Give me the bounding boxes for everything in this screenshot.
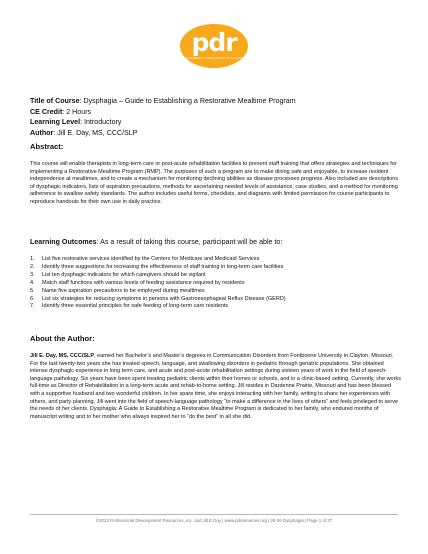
page-footer: ©2013 Professional Development Resources, Inc. and Jill E Day | www.pdresources.org | 20-26 Dysphagia | Page 1 of 37 bbox=[95, 518, 333, 523]
list-item-number: 7. bbox=[30, 303, 35, 310]
learning-level-line bbox=[30, 117, 410, 128]
ce-credit-value: : 2 Hours bbox=[62, 107, 92, 116]
learning-level-label: Learning Level bbox=[30, 118, 81, 127]
abstract-heading: Abstract: bbox=[30, 142, 64, 151]
about-author-heading-text: About the Author bbox=[30, 334, 93, 343]
course-title-value: : Dysphagia – Guide to Establishing a Restorative Mealtime Program bbox=[79, 97, 296, 105]
list-item bbox=[30, 256, 402, 264]
about-author-heading-colon: : bbox=[92, 334, 95, 343]
list-item bbox=[30, 303, 402, 311]
list-item-number: 2. bbox=[30, 263, 35, 270]
abstract-text: This course will enable therapists in long-term care or post-acute rehabilitation facilities to present staff training that offers strategies and techniques for implementing a Restorative Mealtime Program (RMP). The purposes of such a program are to make dining safe and enjoyable, to increase resident independence at mealtimes, and to create a mechanism for monitoring declining abilities as disease processes progress. Also included are descriptions of dysphagic indicators, lists of aspiration precautions, methods for ascertaining needed levels of assistance, case studies, and a method for monitoring adherence to swallow safety standards. The author includes useful forms, checklists, and diagrams with limited permission for course participants to reproduce handouts for their own use in daily practice. bbox=[30, 161, 399, 205]
list-item-text: Name five aspiration precautions to be employed during mealtimes bbox=[42, 287, 205, 294]
pdr-logo bbox=[180, 24, 248, 74]
author-bio bbox=[30, 353, 402, 421]
learning-outcomes-heading-bold: Learning Outcomes bbox=[30, 238, 97, 246]
list-item-number: 1. bbox=[30, 256, 35, 262]
learning-outcomes-heading bbox=[30, 238, 282, 246]
author-label: Author bbox=[30, 128, 54, 137]
list-item bbox=[30, 296, 402, 304]
list-item-number: 6. bbox=[30, 295, 35, 302]
learning-outcomes-heading-rest: : As a result of taking this course, participant will be able to: bbox=[96, 238, 283, 246]
list-item-text: Match staff functions with various levels of feeding assistance required by residents bbox=[42, 279, 245, 286]
list-item bbox=[30, 264, 402, 272]
author-bio-text: , earned her Bachelor’s and Master’s degrees in Communication Disorders from Fontbonne University in Clayton, Missouri. For the last twenty-two years she has treated speech, language, and swallowing disorders in pediatric through geriatric populations. She obtained intense dysphagic experience in long term care, and acute and post-acute rehabilitation settings during sixteen years of work in the field of speech-language pathology. Six years have been spent treating pediatric clients within their homes or schools, and in a clinic-based setting. Currently, she works full-time as Director of Rehabilitation in a long-term acute and rehab-to-home setting. Jill resides in Dardenne Prairie, Missouri and has been blessed with a supportive husband and two wonderful children. In her spare time, she enjoys interacting with her family, writing to share her experiences with others, and party planning. Jill went into the field of speech-language pathology “to make a difference in the lives of others” and feels privileged to serve the needs of her clients. Dysphagia: A Guide to Establishing a Restorative Mealtime Program is dedicated to her family, who endured months of manuscript writing and to her mother who always inspired her to “do the best” in all she did. bbox=[30, 353, 401, 420]
ce-credit-line bbox=[30, 107, 410, 118]
about-author-heading bbox=[30, 334, 95, 343]
list-item bbox=[30, 288, 402, 296]
learning-outcomes-list bbox=[30, 256, 402, 311]
list-item-text: List ten dysphagic indicators for which caregivers should be vigilant bbox=[42, 271, 206, 278]
course-title-label: Title of Course bbox=[30, 97, 80, 105]
list-item bbox=[30, 272, 402, 280]
list-item-number: 3. bbox=[30, 271, 35, 278]
list-item-number: 4. bbox=[30, 279, 35, 286]
author-value: : Jill E. Day, MS, CCC/SLP bbox=[53, 128, 138, 137]
course-info bbox=[30, 96, 410, 138]
ce-credit-label: CE Credit bbox=[30, 107, 63, 116]
list-item-text: List five restorative services identified by the Centers for Medicare and Medicaid Services bbox=[42, 256, 260, 262]
course-title-line bbox=[30, 96, 410, 107]
footer-divider bbox=[30, 514, 398, 515]
logo-text: pdr bbox=[191, 28, 237, 57]
author-line bbox=[30, 128, 410, 139]
list-item-number: 5. bbox=[30, 287, 35, 294]
list-item-text: Identify three suggestions for increasing the effectiveness of staff training in long-term care facilities bbox=[42, 263, 284, 270]
list-item-text: Identify three essential principles for safe feeding of long-term care residents bbox=[42, 303, 229, 310]
list-item bbox=[30, 280, 402, 288]
list-item-text: List six strategies for reducing symptoms in persons with Gastroesophageal Reflux Disease (GERD) bbox=[42, 295, 286, 302]
logo-subtitle: PROFESSIONAL DEVELOPMENT RESOURCES bbox=[183, 57, 245, 60]
author-bio-name: Jill E. Day, MS, CCC/SLP bbox=[30, 353, 95, 359]
learning-level-value: : Introductory bbox=[80, 118, 122, 127]
